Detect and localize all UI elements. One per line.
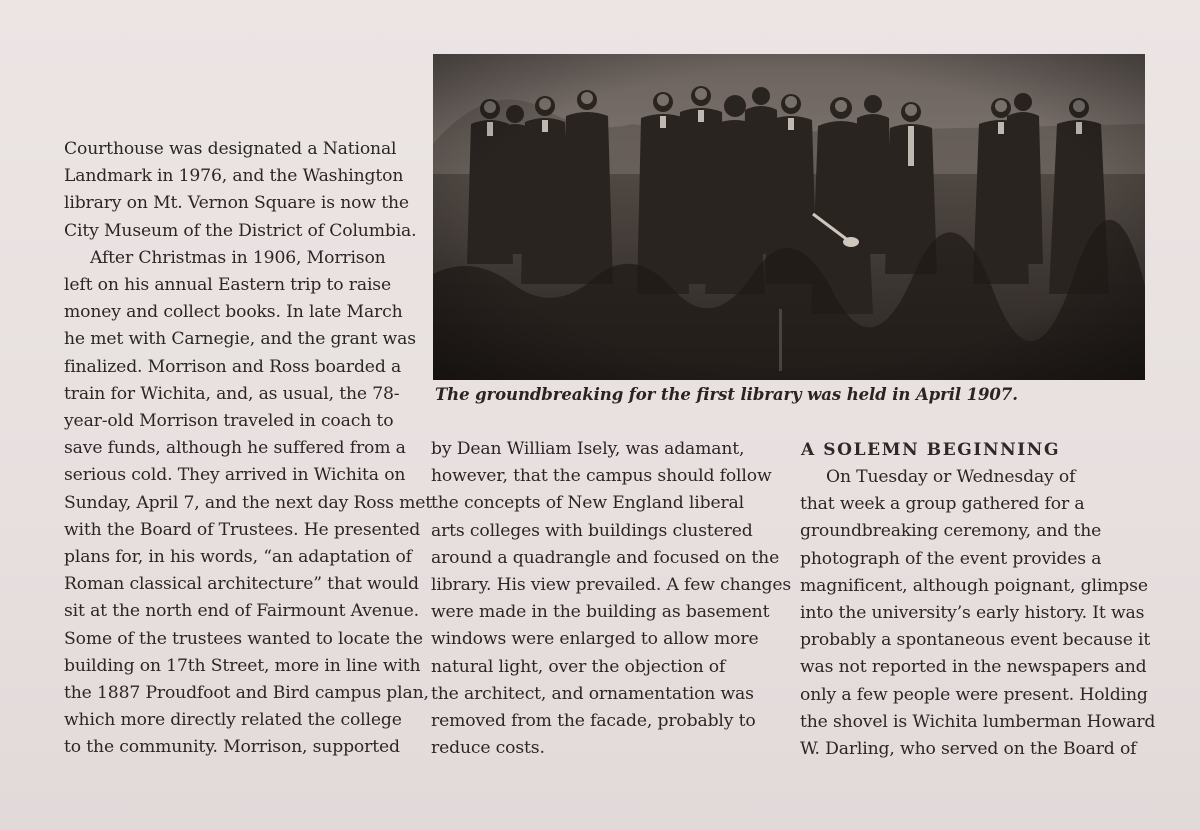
text-line: groundbreaking ceremony, and the xyxy=(800,521,1102,542)
text-line: to the community. Morrison, supported xyxy=(64,737,400,758)
text-line: year-old Morrison traveled in coach to xyxy=(64,411,394,432)
text-line: money and collect books. In late March xyxy=(64,302,403,323)
text-line: the 1887 Proudfoot and Bird campus plan, xyxy=(64,683,429,704)
text-line: probably a spontaneous event because it xyxy=(800,630,1151,651)
text-line: which more directly related the college xyxy=(64,710,402,731)
section-heading: A SOLEMN BEGINNING xyxy=(801,440,1061,460)
text-line: however, that the campus should follow xyxy=(431,466,772,487)
photo-caption: The groundbreaking for the first library was held in April 1907. xyxy=(435,385,1018,404)
text-line: arts colleges with buildings clustered xyxy=(431,520,753,541)
text-column-2 xyxy=(431,436,792,762)
text-line: library on Mt. Vernon Square is now the xyxy=(64,193,409,214)
text-line: W. Darling, who served on the Board of xyxy=(800,739,1137,760)
text-line: was not reported in the newspapers and xyxy=(800,657,1147,678)
text-line: the shovel is Wichita lumberman Howard xyxy=(800,711,1156,732)
text-line: Sunday, April 7, and the next day Ross met xyxy=(64,492,433,513)
text-line: sit at the north end of Fairmount Avenue. xyxy=(64,601,419,622)
text-line: building on 17th Street, more in line with xyxy=(64,655,421,676)
text-line: Landmark in 1976, and the Washington xyxy=(64,166,404,187)
text-line: left on his annual Eastern trip to raise xyxy=(64,275,391,296)
text-line: Roman classical architecture” that would xyxy=(64,574,419,595)
text-line: After Christmas in 1906, Morrison xyxy=(90,247,386,268)
text-line: Courthouse was designated a National xyxy=(64,139,397,159)
text-line: finalized. Morrison and Ross boarded a xyxy=(64,356,402,377)
text-line: were made in the building as basement xyxy=(431,602,770,623)
text-line: only a few people were present. Holding xyxy=(800,684,1148,705)
text-line: around a quadrangle and focused on the xyxy=(431,547,780,568)
text-line: library. His view prevailed. A few changes xyxy=(431,575,792,596)
text-line: reduce costs. xyxy=(431,738,545,759)
text-line: save funds, although he suffered from a xyxy=(64,438,406,459)
text-line: On Tuesday or Wednesday of xyxy=(826,467,1076,487)
text-line: the concepts of New England liberal xyxy=(431,493,744,514)
text-line: the architect, and ornamentation was xyxy=(431,683,754,704)
text-line: train for Wichita, and, as usual, the 78- xyxy=(64,383,400,404)
text-line: windows were enlarged to allow more xyxy=(431,629,759,650)
text-column-3 xyxy=(800,464,1156,763)
groundbreaking-photo xyxy=(433,54,1145,380)
text-line: removed from the facade, probably to xyxy=(431,711,756,732)
text-line: serious cold. They arrived in Wichita on xyxy=(64,465,406,486)
text-line: into the university’s early history. It was xyxy=(800,603,1145,624)
text-line: City Museum of the District of Columbia. xyxy=(64,220,417,241)
text-line: Some of the trustees wanted to locate the xyxy=(64,628,423,649)
text-line: plans for, in his words, “an adaptation of xyxy=(64,547,412,568)
text-column-1 xyxy=(64,136,433,762)
text-line: by Dean William Isely, was adamant, xyxy=(431,439,745,459)
text-line: magnificent, although poignant, glimpse xyxy=(800,575,1148,596)
text-line: natural light, over the objection of xyxy=(431,656,726,677)
text-line: photograph of the event provides a xyxy=(800,548,1102,569)
text-line: with the Board of Trustees. He presented xyxy=(64,519,421,540)
text-line: he met with Carnegie, and the grant was xyxy=(64,329,416,350)
text-line: that week a group gathered for a xyxy=(800,494,1085,515)
photo-illustration xyxy=(433,54,1145,380)
